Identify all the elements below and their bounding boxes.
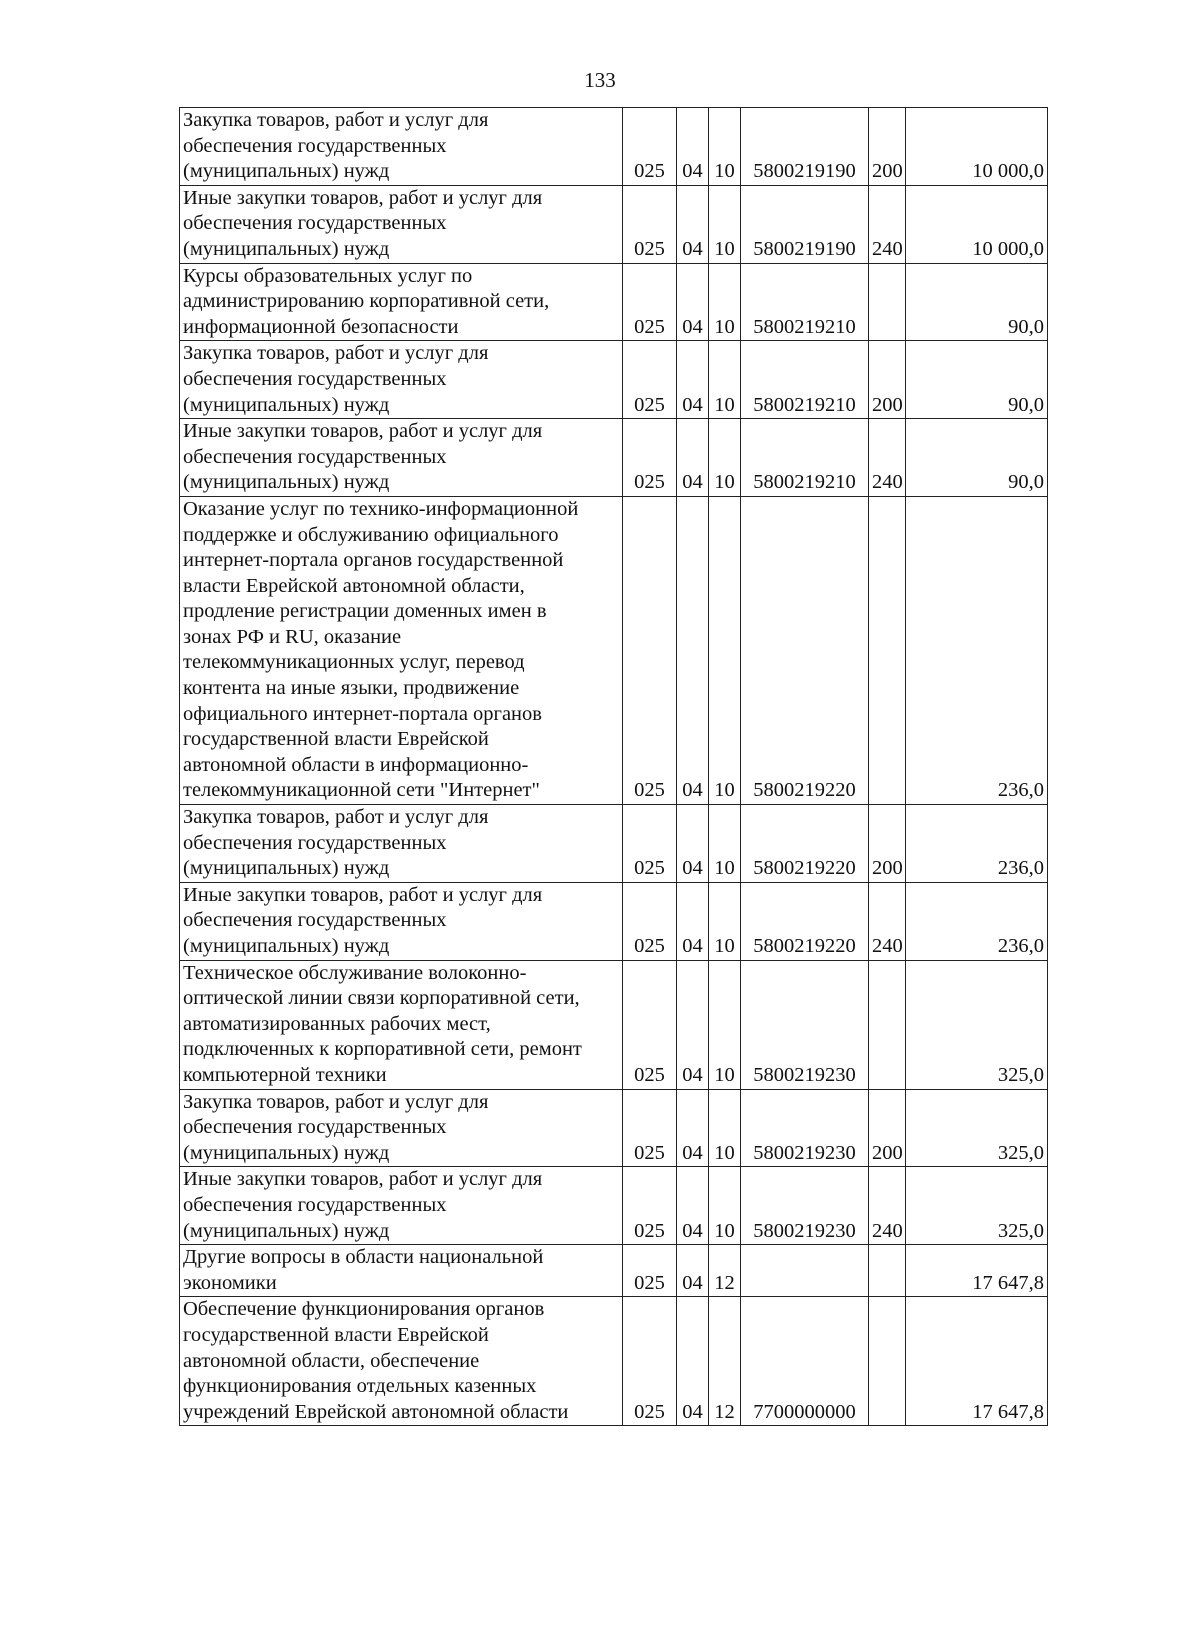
item-name-line: функционирования отдельных казенных [183,1375,537,1398]
item-name-line: автономной области, обеспечение [183,1349,480,1372]
budget-table [179,107,1048,1426]
target-article-cell: 5800219190 [741,108,869,186]
target-article-cell: 5800219230 [741,1089,869,1167]
item-name-line: (муниципальных) нужд [183,1219,390,1242]
item-name-line: Закупка товаров, работ и услуг для [183,109,489,131]
ministry-code-cell: 025 [623,341,677,419]
table-row [180,341,1048,419]
expense-type-cell [869,496,906,804]
item-name-line: (муниципальных) нужд [183,237,390,260]
section-code-cell: 04 [677,960,709,1089]
subsection-code-cell: 12 [709,1245,741,1297]
ministry-code-cell: 025 [623,185,677,263]
item-name-line: Оказание услуг по технико-информационной [183,497,579,520]
table-row [180,263,1048,341]
item-name-cell [180,419,623,497]
amount-cell: 325,0 [906,960,1048,1089]
expense-type-cell: 200 [869,805,906,883]
item-name-line: телекоммуникационных услуг, перевод [183,651,525,674]
item-name-line: Другие вопросы в области национальной [183,1246,544,1269]
amount-cell: 236,0 [906,496,1048,804]
section-code-cell: 04 [677,805,709,883]
item-name-cell [180,1089,623,1167]
expense-type-cell [869,1297,906,1426]
amount-cell: 90,0 [906,263,1048,341]
section-code-cell: 04 [677,496,709,804]
subsection-code-cell: 10 [709,419,741,497]
item-name-line: подключенных к корпоративной сети, ремонт [183,1038,582,1061]
amount-cell: 10 000,0 [906,108,1048,186]
item-name-line: обеспечения государственных [183,1193,447,1216]
item-name-line: оптической линии связи корпоративной сети, [183,987,580,1010]
ministry-code-cell: 025 [623,805,677,883]
item-name-line: (муниципальных) нужд [183,393,390,416]
item-name-line: интернет-портала органов государственной [183,549,564,572]
item-name-line: продление регистрации доменных имен в [183,600,547,623]
target-article-cell [741,1245,869,1297]
item-name-line: телекоммуникационной сети "Интернет" [183,779,540,802]
item-name-line: компьютерной техники [183,1063,387,1086]
item-name-line: Закупка товаров, работ и услуг для [183,342,489,365]
ministry-code-cell: 025 [623,1089,677,1167]
item-name-line: Закупка товаров, работ и услуг для [183,1090,489,1113]
item-name-line: обеспечения государственных [183,909,447,932]
target-article-cell: 5800219210 [741,263,869,341]
ministry-code-cell: 025 [623,496,677,804]
section-code-cell: 04 [677,1297,709,1426]
section-code-cell: 04 [677,882,709,960]
section-code-cell: 04 [677,185,709,263]
subsection-code-cell: 10 [709,185,741,263]
subsection-code-cell: 10 [709,882,741,960]
item-name-cell [180,1167,623,1245]
item-name-line: власти Еврейской автономной области, [183,574,525,597]
budget-table-body [180,108,1048,1426]
table-row [180,1297,1048,1426]
item-name-cell [180,185,623,263]
ministry-code-cell: 025 [623,419,677,497]
item-name-line: автономной области в информационно- [183,753,529,776]
item-name-cell [180,496,623,804]
subsection-code-cell: 10 [709,960,741,1089]
item-name-line: информационной безопасности [183,315,459,338]
item-name-line: учреждений Еврейской автономной области [183,1400,569,1423]
table-row [180,1245,1048,1297]
expense-type-cell [869,1245,906,1297]
subsection-code-cell: 12 [709,1297,741,1426]
table-row [180,960,1048,1089]
item-name-cell [180,108,623,186]
table-row [180,185,1048,263]
section-code-cell: 04 [677,419,709,497]
item-name-line: государственной власти Еврейской [183,728,489,751]
amount-cell: 17 647,8 [906,1297,1048,1426]
target-article-cell: 7700000000 [741,1297,869,1426]
target-article-cell: 5800219220 [741,496,869,804]
item-name-line: обеспечения государственных [183,831,447,854]
item-name-line: экономики [183,1271,277,1294]
amount-cell: 17 647,8 [906,1245,1048,1297]
section-code-cell: 04 [677,1089,709,1167]
ministry-code-cell: 025 [623,1167,677,1245]
amount-cell: 236,0 [906,882,1048,960]
expense-type-cell: 240 [869,419,906,497]
amount-cell: 90,0 [906,419,1048,497]
item-name-line: (муниципальных) нужд [183,160,390,183]
item-name-line: обеспечения государственных [183,134,447,157]
expense-type-cell: 240 [869,1167,906,1245]
item-name-cell [180,1297,623,1426]
item-name-line: Иные закупки товаров, работ и услуг для [183,1168,543,1191]
item-name-line: Закупка товаров, работ и услуг для [183,806,489,829]
item-name-cell [180,1245,623,1297]
item-name-line: (муниципальных) нужд [183,471,390,494]
item-name-line: Обеспечение функционирования органов [183,1298,545,1321]
item-name-line: (муниципальных) нужд [183,935,390,957]
section-code-cell: 04 [677,108,709,186]
item-name-line: зонах РФ и RU, оказание [183,625,402,648]
item-name-line: поддержке и обслуживанию официального [183,523,559,546]
target-article-cell: 5800219220 [741,882,869,960]
section-code-cell: 04 [677,1167,709,1245]
subsection-code-cell: 10 [709,1089,741,1167]
item-name-cell [180,341,623,419]
target-article-cell: 5800219210 [741,419,869,497]
expense-type-cell: 200 [869,108,906,186]
expense-type-cell [869,960,906,1089]
expense-type-cell [869,263,906,341]
item-name-line: официального интернет-портала органов [183,702,542,725]
ministry-code-cell: 025 [623,1245,677,1297]
ministry-code-cell: 025 [623,1297,677,1426]
item-name-cell [180,882,623,960]
ministry-code-cell: 025 [623,960,677,1089]
table-row [180,805,1048,883]
ministry-code-cell: 025 [623,108,677,186]
item-name-line: контента на иные языки, продвижение [183,677,520,700]
subsection-code-cell: 10 [709,496,741,804]
subsection-code-cell: 10 [709,108,741,186]
item-name-line: автоматизированных рабочих мест, [183,1012,491,1035]
item-name-cell [180,960,623,1089]
item-name-line: обеспечения государственных [183,212,447,235]
ministry-code-cell: 025 [623,263,677,341]
item-name-line: (муниципальных) нужд [183,1141,390,1164]
table-row [180,496,1048,804]
item-name-line: Иные закупки товаров, работ и услуг для [183,420,543,443]
page-number: 133 [584,68,616,92]
table-row [180,1167,1048,1245]
target-article-cell: 5800219230 [741,960,869,1089]
target-article-cell: 5800219220 [741,805,869,883]
amount-cell: 10 000,0 [906,185,1048,263]
target-article-cell: 5800219210 [741,341,869,419]
target-article-cell: 5800219190 [741,185,869,263]
item-name-line: (муниципальных) нужд [183,857,390,880]
expense-type-cell: 240 [869,185,906,263]
subsection-code-cell: 10 [709,1167,741,1245]
expense-type-cell: 240 [869,882,906,960]
amount-cell: 236,0 [906,805,1048,883]
table-row [180,1089,1048,1167]
item-name-cell [180,263,623,341]
subsection-code-cell: 10 [709,805,741,883]
section-code-cell: 04 [677,263,709,341]
amount-cell: 325,0 [906,1167,1048,1245]
table-row [180,108,1048,186]
table-row [180,882,1048,960]
table-row [180,419,1048,497]
item-name-line: администрированию корпоративной сети, [183,290,550,313]
subsection-code-cell: 10 [709,341,741,419]
item-name-line: обеспечения государственных [183,445,447,468]
item-name-cell [180,805,623,883]
item-name-line: государственной власти Еврейской [183,1323,489,1346]
expense-type-cell: 200 [869,1089,906,1167]
amount-cell: 90,0 [906,341,1048,419]
item-name-line: Иные закупки товаров, работ и услуг для [183,186,543,209]
ministry-code-cell: 025 [623,882,677,960]
item-name-line: Курсы образовательных услуг по [183,264,473,287]
section-code-cell: 04 [677,1245,709,1297]
subsection-code-cell: 10 [709,263,741,341]
item-name-line: обеспечения государственных [183,367,447,390]
item-name-line: обеспечения государственных [183,1116,447,1139]
target-article-cell: 5800219230 [741,1167,869,1245]
expense-type-cell: 200 [869,341,906,419]
section-code-cell: 04 [677,341,709,419]
item-name-line: Техническое обслуживание волоконно- [183,961,527,984]
item-name-line: Иные закупки товаров, работ и услуг для [183,883,543,906]
amount-cell: 325,0 [906,1089,1048,1167]
